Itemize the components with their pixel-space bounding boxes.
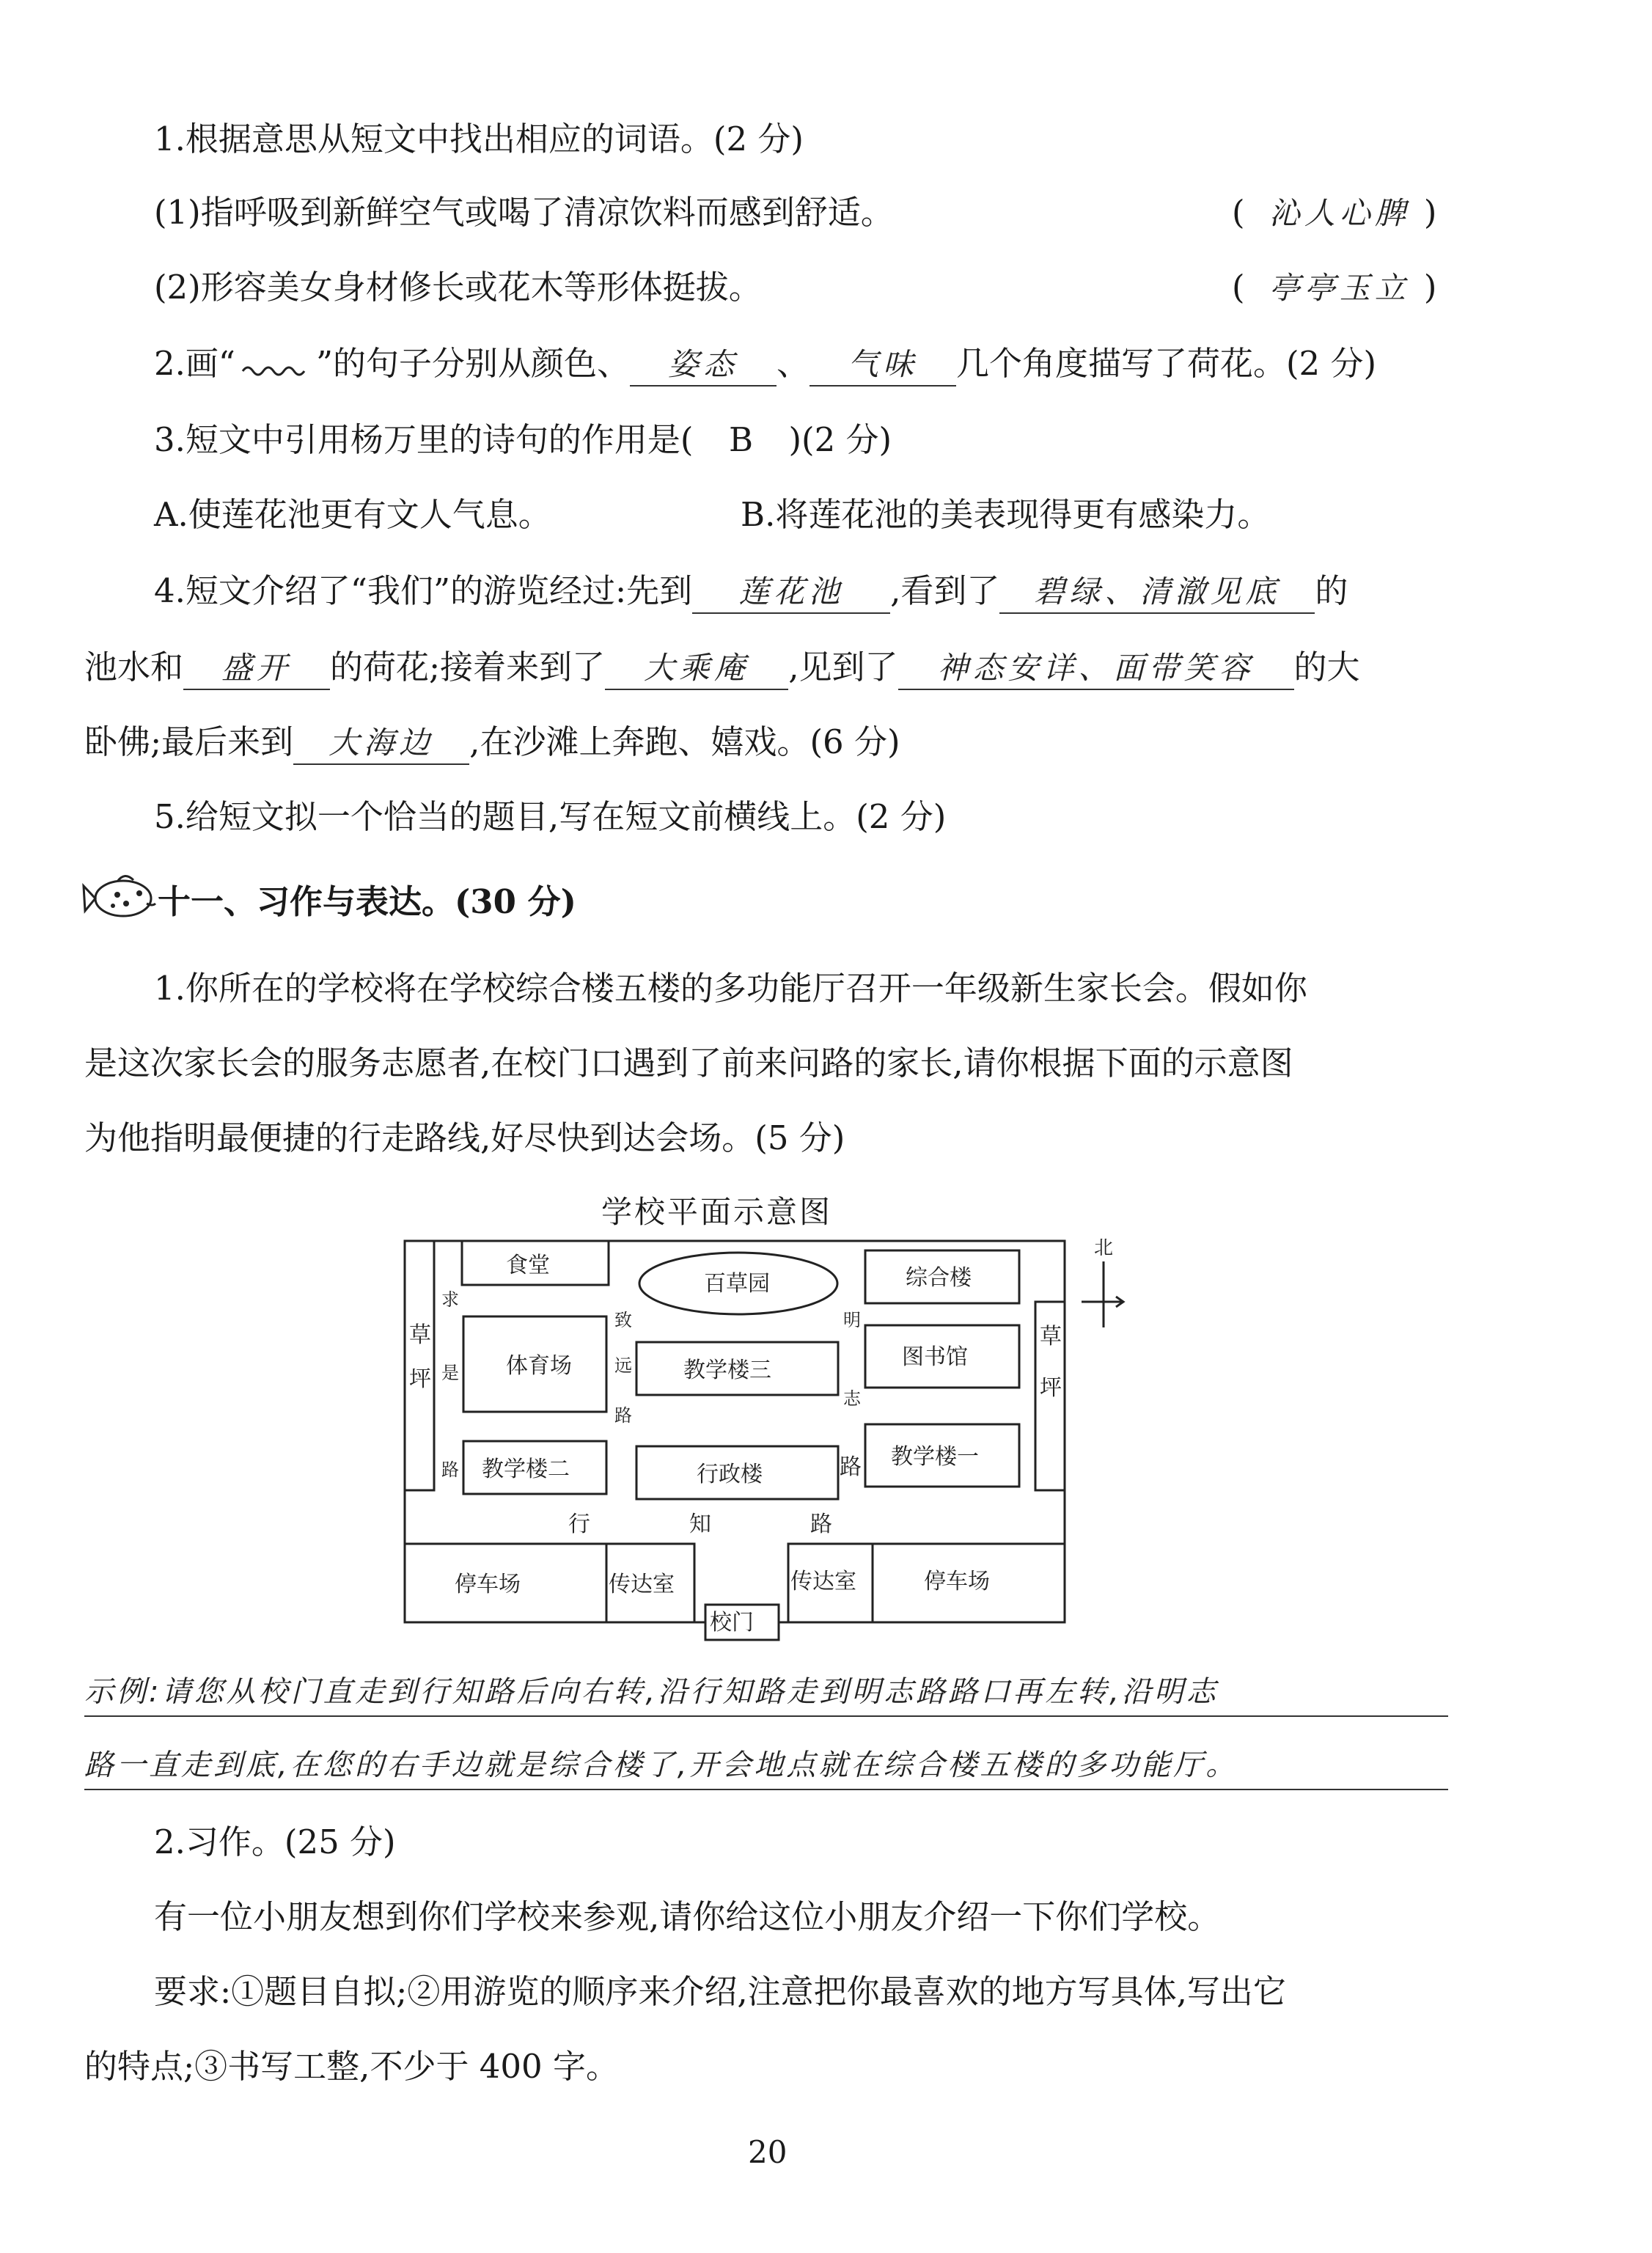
s11-q2-text: 有一位小朋友想到你们学校来参观,请你给这位小朋友介绍一下你们学校。 [154,1897,1221,1936]
q4-l3-pre: 卧佛;最后来到 [84,722,294,761]
section-11-title: 十一、习作与表达。(30 分) [158,882,576,921]
q4-answer-5: 神态安详、面带笑容 [898,648,1294,690]
map-lawn-right-1: 草 [1040,1324,1062,1349]
q5-text: 5.给短文拟一个恰当的题目,写在短文前横线上。(2 分) [154,797,947,836]
school-map [396,1232,1129,1643]
map-zhiyuan-1: 致 [614,1310,632,1330]
q2-sep: 、 [776,344,810,383]
wavy-underline-icon [235,352,316,381]
q2-answer-1: 姿态 [630,344,777,387]
q4-line-2 [84,645,1360,690]
q3-option-a: A.使莲花池更有文人气息。 [154,495,551,534]
map-library: 图书馆 [902,1344,968,1370]
s11-q1-line-3: 为他指明最便捷的行走路线,好尽快到达会场。(5 分) [84,1118,845,1157]
q3-post: )(2 分) [788,420,892,459]
map-xingzhi-1: 行 [568,1512,590,1537]
q4-l1-post: 的 [1315,571,1348,610]
q2-answer-2: 气味 [810,344,956,387]
answer-line-1: 示例:请您从校门直走到行知路后向右转,沿行知路走到明志路路口再左转,沿明志 [84,1668,1448,1717]
answer-line-2: 路一直走到底,在您的右手边就是综合楼了,开会地点就在综合楼五楼的多功能厅。 [84,1742,1448,1790]
map-teach3: 教学楼三 [683,1358,771,1383]
q1-1-answer: 沁人心脾 [1269,195,1410,231]
map-lawn-right-2: 坪 [1040,1375,1062,1401]
map-xingzhi-3: 路 [810,1512,832,1537]
q1-2-text: (2)形容美女身材修长或花木等形体挺拔。 [154,268,762,307]
q4-l1-mid: ,看到了 [890,571,1000,610]
map-qiushi-1: 求 [441,1289,459,1310]
map-complex: 综合楼 [906,1265,972,1291]
q4-l2-mid1: 的荷花;接着来到了 [330,648,606,686]
map-mingzhi-1: 明 [843,1310,861,1330]
s11-q1-line-1: 1.你所在的学校将在学校综合楼五楼的多功能厅召开一年级新生家长会。假如你 [154,969,1307,1008]
map-admin: 行政楼 [697,1462,763,1487]
s11-q2-req-1: 要求:①题目自拟;②用游览的顺序来介绍,注意把你最喜欢的地方写具体,写出它 [154,1972,1286,2011]
map-mingzhi-3: 路 [840,1454,862,1480]
q1-2-answer: 亭亭玉立 [1269,270,1410,306]
map-parking-right: 停车场 [924,1569,990,1594]
map-guard-right: 传达室 [790,1569,856,1594]
map-canteen: 食堂 [506,1253,550,1278]
map-title: 学校平面示意图 [601,1194,833,1230]
q4-l3-post: ,在沙滩上奔跑、嬉戏。(6 分) [469,722,900,761]
map-qiushi-2: 是 [441,1363,459,1383]
q4-answer-2: 碧绿、清澈见底 [999,571,1315,614]
map-border [405,1241,1065,1622]
map-gate: 校门 [710,1610,754,1635]
map-lawn-left-1: 草 [409,1322,431,1348]
fish-icon [81,865,161,931]
map-garden: 百草园 [704,1271,770,1297]
map-stadium: 体育场 [506,1353,572,1379]
q3-option-b: B.将莲花池的美表现得更有感染力。 [741,495,1271,534]
s11-q2-heading: 2.习作。(25 分) [154,1822,396,1861]
q1-1-text: (1)指呼吸到新鲜空气或喝了清凉饮料而感到舒适。 [154,193,894,232]
map-guard-left: 传达室 [609,1572,675,1597]
q1-1-answer-box: ( 沁人心脾 ) [1232,191,1436,235]
q4-line-3 [84,720,900,765]
map-qiushi-3: 路 [441,1459,459,1480]
lawn-left [405,1241,434,1490]
q2-line [154,342,1376,387]
map-mingzhi-2: 志 [843,1388,861,1409]
q1-heading: 1.根据意思从短文中找出相应的词语。(2 分) [154,120,804,158]
map-north: 北 [1094,1237,1114,1259]
s11-q1-line-2: 是这次家长会的服务志愿者,在校门口遇到了前来问路的家长,请你根据下面的示意图 [84,1044,1293,1082]
north-arrow-icon [1082,1261,1123,1327]
q3-pre: 3.短文中引用杨万里的诗句的作用是( [154,420,694,459]
map-teach2: 教学楼二 [482,1457,570,1482]
map-lawn-left-2: 坪 [409,1366,431,1392]
map-zhiyuan-3: 路 [614,1405,632,1426]
s11-q2-req-2: 的特点;③书写工整,不少于 400 字。 [84,2047,619,2086]
q3-answer: B [728,420,754,459]
map-teach1: 教学楼一 [891,1444,979,1470]
q4-answer-3: 盛开 [183,648,330,690]
q1-2-answer-box: ( 亭亭玉立 ) [1232,265,1436,310]
q2-mid: ”的句子分别从颜色、 [315,344,630,383]
q4-line-1 [154,569,1348,614]
q4-l2-pre: 池水和 [84,648,184,686]
q2-post: 几个角度描写了荷花。(2 分) [955,344,1377,383]
q4-answer-4: 大乘庵 [605,648,788,690]
q2-pre: 2.画“ [154,344,235,383]
q4-answer-1: 莲花池 [692,571,890,614]
q4-l1-pre: 4.短文介绍了“我们”的游览经过:先到 [154,571,693,610]
q4-l2-mid2: ,见到了 [788,648,898,686]
page-number: 20 [748,2134,788,2170]
map-xingzhi-2: 知 [689,1512,711,1537]
q4-answer-6: 大海边 [293,722,469,765]
q3-line [154,418,892,462]
q4-l2-post: 的大 [1293,648,1360,686]
map-zhiyuan-2: 远 [614,1355,632,1376]
map-parking-left: 停车场 [455,1572,521,1597]
